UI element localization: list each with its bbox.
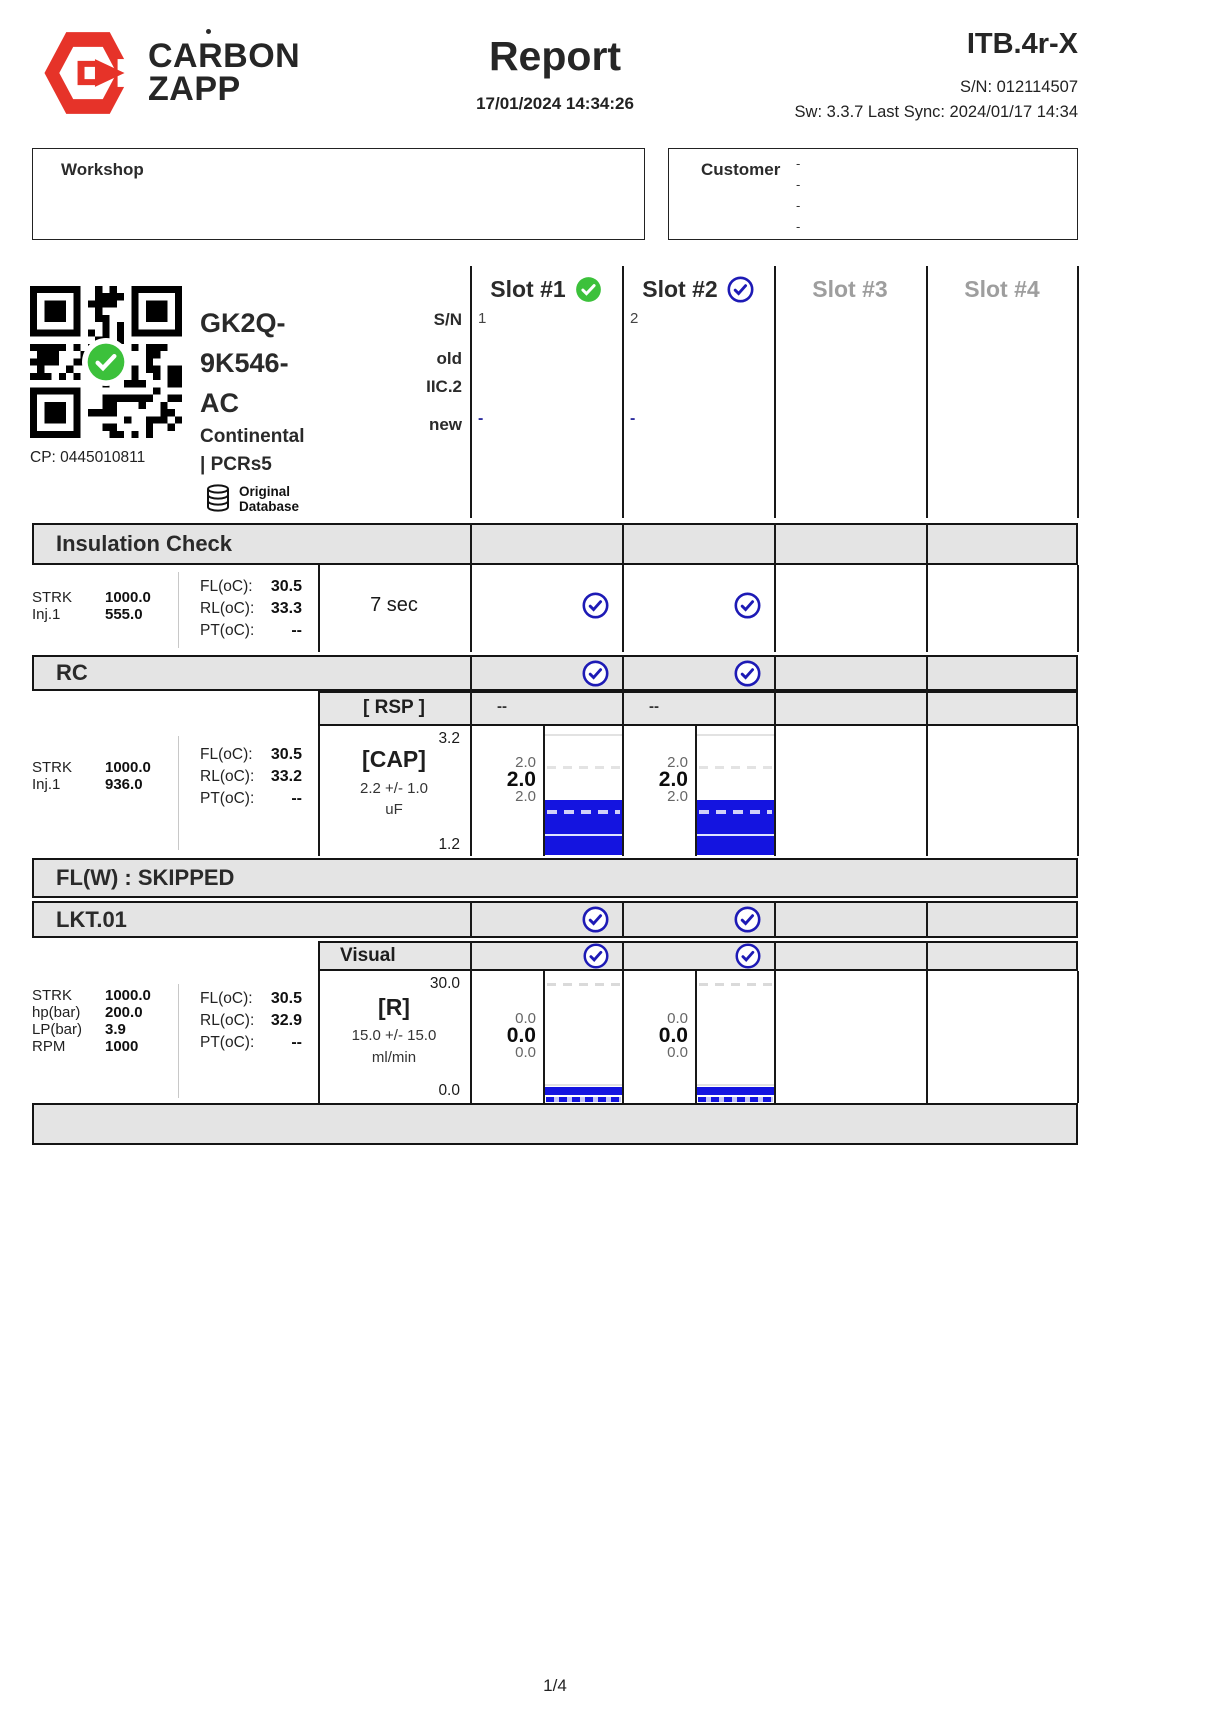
insulation-duration: 7 sec	[370, 594, 418, 616]
divider	[178, 572, 179, 648]
r-slot1-values	[462, 1011, 536, 1061]
temp-value: 33.3	[270, 600, 302, 617]
report-datetime: 17/01/2024 14:34:26	[476, 94, 634, 113]
param-value: 1000.0	[105, 759, 151, 776]
param-label: STRK	[32, 589, 73, 606]
customer-line: -	[796, 198, 801, 213]
divider	[926, 523, 928, 565]
flw-band	[32, 858, 1078, 898]
visual-slot1-result	[470, 943, 622, 969]
cap-slot1-min: 2.0	[515, 788, 536, 805]
r-slot2-min: 0.0	[667, 1044, 688, 1061]
param-label: Inj.1	[32, 606, 61, 623]
cap-slot2-bar-gauge	[697, 726, 774, 855]
slot3-header	[774, 268, 926, 310]
param-label: LP(bar)	[32, 1021, 83, 1038]
customer-line: -	[796, 177, 801, 192]
cap-slot2-values	[614, 755, 688, 805]
slot3-label: Slot #3	[812, 275, 888, 302]
slot1-serial-value: 1	[478, 310, 487, 327]
device-sync-info: Sw: 3.3.7 Last Sync: 2024/01/17 14:34	[794, 103, 1078, 121]
temp-label: PT(oC):	[200, 622, 255, 639]
divider	[926, 655, 928, 691]
bottom-band	[32, 1103, 1078, 1145]
blue-check-icon	[583, 943, 609, 969]
slot4-label: Slot #4	[964, 275, 1040, 302]
part-number-line1: GK2Q-	[200, 308, 286, 338]
qr-verified-green-check-icon	[82, 338, 130, 386]
divider	[178, 984, 179, 1098]
part-number-line3: AC	[200, 388, 239, 418]
param-label: STRK	[32, 759, 73, 776]
param-label: STRK	[32, 987, 73, 1004]
field-label-old: old	[436, 349, 462, 368]
blue-check-icon	[582, 592, 609, 619]
page-number: 1/4	[543, 1676, 567, 1695]
rsp-slot1-value: --	[497, 698, 507, 715]
divider	[774, 971, 776, 1103]
manufacturer: Continental	[200, 426, 305, 447]
part-number-line2: 9K546-	[200, 348, 289, 378]
r-slot2-max: 0.0	[667, 1010, 688, 1027]
slot2-label: Slot #2	[642, 275, 718, 302]
customer-box	[668, 148, 1078, 240]
lkt-temps	[200, 988, 302, 1054]
divider	[774, 523, 776, 565]
divider	[470, 523, 472, 565]
r-scale-max: 30.0	[429, 975, 460, 992]
slot1-new-value: -	[478, 410, 484, 427]
workshop-box	[32, 148, 645, 240]
temp-label: RL(oC):	[200, 768, 255, 785]
field-label-code: IIC.2	[426, 377, 462, 396]
divider	[1077, 971, 1079, 1103]
blue-check-icon	[582, 660, 609, 687]
cap-spec: 2.2 +/- 1.0	[360, 780, 428, 797]
brand-line-1: CARBON	[148, 37, 301, 75]
divider	[774, 655, 776, 691]
rc-params	[32, 759, 151, 793]
temp-label: RL(oC):	[200, 600, 255, 617]
divider	[926, 901, 928, 938]
workshop-label: Workshop	[61, 160, 144, 179]
lkt-title: LKT.01	[56, 907, 127, 932]
temp-value: --	[291, 790, 302, 807]
param-value: 1000	[105, 1038, 139, 1055]
cap-scale-min: 1.2	[438, 836, 460, 853]
customer-label: Customer	[701, 160, 781, 179]
brand-line-2: ZAPP	[148, 70, 241, 108]
slot2-header	[622, 268, 774, 310]
visual-label: Visual	[340, 945, 396, 966]
blue-check-icon	[734, 660, 761, 687]
temp-label: FL(oC):	[200, 990, 253, 1007]
rc-temps	[200, 744, 302, 810]
divider	[774, 691, 776, 726]
temp-label: PT(oC):	[200, 1034, 255, 1051]
blue-check-icon	[735, 943, 761, 969]
param-value: 1000.0	[105, 589, 151, 606]
rc-slot2-result	[622, 660, 774, 687]
param-label: RPM	[32, 1038, 66, 1055]
r-name: [R]	[378, 994, 410, 1020]
cap-slot1-max: 2.0	[515, 754, 536, 771]
slot2-check-icon	[727, 276, 754, 303]
original-database-badge	[205, 484, 299, 514]
divider	[1077, 565, 1079, 652]
r-slot1-avg: 0.0	[506, 1024, 536, 1047]
page-title: Report	[488, 33, 622, 79]
divider	[622, 691, 624, 726]
blue-check-icon	[582, 906, 609, 933]
temp-value: 30.5	[270, 990, 302, 1007]
cap-slot1-avg: 2.0	[506, 768, 536, 791]
database-label-line1: Original	[239, 484, 291, 499]
cap-slot2-avg: 2.0	[658, 768, 688, 791]
lkt-slot2-result	[622, 906, 774, 933]
visual-slot2-result	[622, 943, 774, 969]
brand-wordmark	[148, 37, 301, 108]
blue-check-icon	[734, 592, 761, 619]
divider	[1077, 726, 1079, 856]
customer-values	[796, 153, 800, 237]
temp-value: 30.5	[270, 578, 302, 595]
slot1-header	[470, 268, 622, 310]
divider	[622, 523, 624, 565]
temp-value: --	[291, 1034, 302, 1051]
customer-line: -	[796, 156, 801, 171]
temp-label: FL(oC):	[200, 578, 253, 595]
rsp-slot2-value: --	[649, 698, 659, 715]
r-slot1-max: 0.0	[515, 1010, 536, 1027]
device-model: ITB.4r-X	[966, 28, 1078, 60]
temp-value: --	[291, 622, 302, 639]
cap-slot2-min: 2.0	[667, 788, 688, 805]
temp-value: 30.5	[270, 746, 302, 763]
temp-value: 33.2	[270, 768, 302, 785]
insulation-temps	[200, 576, 302, 642]
rsp-label: [ RSP ]	[363, 697, 425, 718]
carbon-zapp-logo-icon	[44, 26, 132, 120]
insulation-params	[32, 589, 151, 623]
r-slot1-min: 0.0	[515, 1044, 536, 1061]
r-slot1-bar-gauge	[545, 971, 622, 1102]
param-value: 936.0	[105, 776, 143, 793]
cap-name: [CAP]	[362, 746, 426, 772]
slot4-header	[926, 268, 1078, 310]
divider	[774, 941, 776, 971]
param-label: hp(bar)	[32, 1004, 81, 1021]
database-label-line2: Database	[239, 499, 300, 514]
field-label-serial: S/N	[433, 310, 462, 329]
temp-label: FL(oC):	[200, 746, 253, 763]
insulation-check-title: Insulation Check	[56, 531, 233, 556]
divider	[926, 941, 928, 971]
divider	[470, 691, 472, 726]
temp-value: 32.9	[270, 1012, 302, 1029]
blue-check-icon	[734, 906, 761, 933]
cap-slot1-bar-gauge	[545, 726, 622, 855]
injector-series: | PCRs5	[200, 454, 272, 475]
r-slot2-avg: 0.0	[658, 1024, 688, 1047]
divider	[926, 726, 928, 856]
r-scale-min: 0.0	[438, 1082, 460, 1099]
slot1-pass-green-check-icon	[575, 276, 602, 303]
r-spec: 15.0 +/- 15.0	[351, 1027, 437, 1044]
rc-title: RC	[56, 660, 88, 685]
flw-title: FL(W) : SKIPPED	[56, 865, 235, 890]
divider	[178, 736, 179, 850]
device-serial: S/N: 012114507	[959, 78, 1078, 96]
divider	[926, 691, 928, 726]
temp-label: RL(oC):	[200, 1012, 255, 1029]
param-label: Inj.1	[32, 776, 61, 793]
cap-slot2-max: 2.0	[667, 754, 688, 771]
lkt-slot1-result	[470, 906, 622, 933]
customer-line: -	[796, 219, 801, 234]
slot2-new-value: -	[630, 410, 636, 427]
lkt-params	[32, 987, 151, 1055]
qr-caption: CP: 0445010811	[30, 449, 146, 466]
param-value: 200.0	[105, 1004, 143, 1021]
divider	[774, 565, 776, 652]
insulation-slot2-result	[622, 592, 774, 619]
cap-scale-max: 3.2	[438, 730, 460, 747]
insulation-check-band	[32, 523, 1078, 565]
insulation-slot1-result	[470, 592, 622, 619]
r-slot2-values	[614, 1011, 688, 1061]
param-value: 555.0	[105, 606, 143, 623]
r-unit: ml/min	[371, 1049, 417, 1066]
slot1-label: Slot #1	[490, 275, 566, 302]
param-value: 3.9	[105, 1021, 126, 1038]
divider	[774, 901, 776, 938]
cap-slot1-values	[462, 755, 536, 805]
r-slot2-bar-gauge	[697, 971, 774, 1102]
param-value: 1000.0	[105, 987, 151, 1004]
cap-unit: uF	[385, 801, 403, 818]
slot2-serial-value: 2	[630, 310, 639, 327]
rc-slot1-result	[470, 660, 622, 687]
field-label-new: new	[428, 415, 462, 434]
divider	[774, 726, 776, 856]
divider	[926, 971, 928, 1103]
temp-label: PT(oC):	[200, 790, 255, 807]
divider	[926, 565, 928, 652]
logo-trademark-dot	[206, 29, 211, 34]
database-icon	[205, 484, 231, 514]
